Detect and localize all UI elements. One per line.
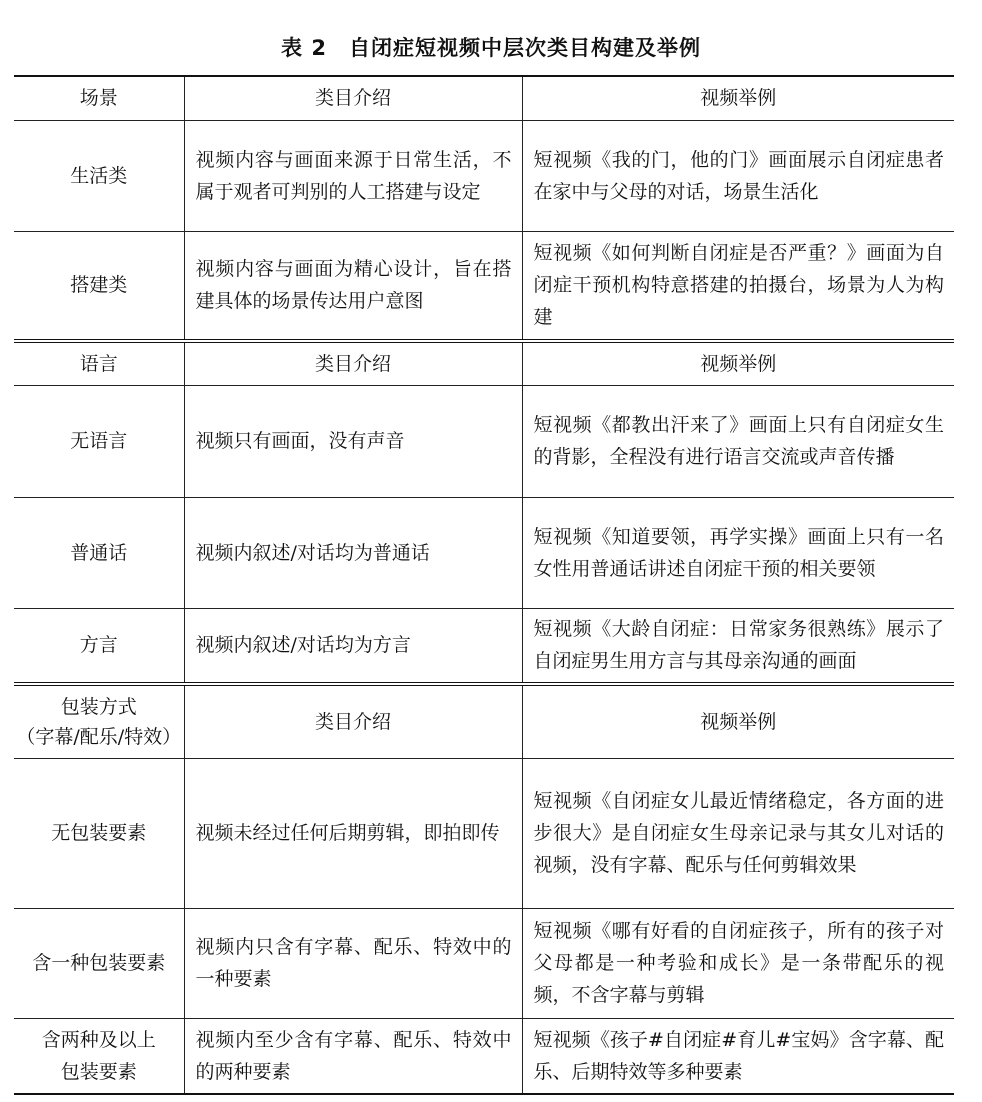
table-row xyxy=(14,758,954,908)
table-row xyxy=(14,608,954,684)
column-header-example: 视频举例 xyxy=(522,684,954,758)
category-cell: 含一种包装要素 xyxy=(14,908,184,1018)
column-header-intro: 类目介绍 xyxy=(184,341,522,385)
header-row xyxy=(14,341,954,385)
example-cell: 短视频《我的门，他的门》画面展示自闭症患者在家中与父母的对话，场景生活化 xyxy=(522,120,954,231)
header-row xyxy=(14,76,954,120)
table-caption xyxy=(0,32,982,62)
example-cell: 短视频《孩子#自闭症#育儿#宝妈》含字幕、配乐、后期特效等多种要素 xyxy=(522,1018,954,1094)
intro-cell: 视频内至少含有字幕、配乐、特效中的两种要素 xyxy=(184,1018,522,1094)
section-label-language: 语言 xyxy=(14,341,184,385)
column-header-example: 视频举例 xyxy=(522,76,954,120)
example-cell: 短视频《都教出汗来了》画面上只有自闭症女生的背影，全程没有进行语言交流或声音传播 xyxy=(522,385,954,497)
intro-cell: 视频只有画面，没有声音 xyxy=(184,385,522,497)
category-cell: 无包装要素 xyxy=(14,758,184,908)
table-row xyxy=(14,385,954,497)
example-cell: 短视频《哪有好看的自闭症孩子，所有的孩子对父母都是一种考验和成长》是一条带配乐的视频，不含字幕与剪辑 xyxy=(522,908,954,1018)
section-label-line: （字幕/配乐/特效） xyxy=(16,725,182,748)
intro-cell: 视频内叙述/对话均为方言 xyxy=(184,608,522,684)
table-number: 表 2 xyxy=(281,36,327,60)
intro-cell: 视频未经过任何后期剪辑，即拍即传 xyxy=(184,758,522,908)
category-cell: 无语言 xyxy=(14,385,184,497)
column-header-intro: 类目介绍 xyxy=(184,76,522,120)
section-label-scene: 场景 xyxy=(14,76,184,120)
example-cell: 短视频《知道要领，再学实操》画面上只有一名女性用普通话讲述自闭症干预的相关要领 xyxy=(522,497,954,608)
example-cell: 短视频《自闭症女儿最近情绪稳定，各方面的进步很大》是自闭症女生母亲记录与其女儿对话的视频，没有字幕、配乐与任何剪辑效果 xyxy=(522,758,954,908)
table-row xyxy=(14,120,954,231)
column-header-intro: 类目介绍 xyxy=(184,684,522,758)
category-line: 包装要素 xyxy=(60,1060,137,1083)
column-header-example: 视频举例 xyxy=(522,341,954,385)
category-line: 含两种及以上 xyxy=(41,1028,156,1051)
example-cell: 短视频《大龄自闭症：日常家务很熟练》展示了自闭症男生用方言与其母亲沟通的画面 xyxy=(522,608,954,684)
category-cell: 搭建类 xyxy=(14,231,184,341)
table-row xyxy=(14,497,954,608)
example-cell: 短视频《如何判断自闭症是否严重？》画面为自闭症干预机构特意搭建的拍摄台，场景为人为构建 xyxy=(522,231,954,341)
intro-cell: 视频内叙述/对话均为普通话 xyxy=(184,497,522,608)
table-row xyxy=(14,908,954,1018)
category-cell: 生活类 xyxy=(14,120,184,231)
category-cell: 普通话 xyxy=(14,497,184,608)
section-label-packaging xyxy=(14,684,184,758)
section-label-line: 包装方式 xyxy=(60,695,137,718)
table-row xyxy=(14,1018,954,1094)
intro-cell: 视频内容与画面来源于日常生活，不属于观者可判别的人工搭建与设定 xyxy=(184,120,522,231)
table-row xyxy=(14,231,954,341)
header-row xyxy=(14,684,954,758)
category-cell xyxy=(14,1018,184,1094)
category-table xyxy=(14,75,954,1095)
table-title: 自闭症短视频中层次类目构建及举例 xyxy=(348,36,701,60)
intro-cell: 视频内只含有字幕、配乐、特效中的一种要素 xyxy=(184,908,522,1018)
category-cell: 方言 xyxy=(14,608,184,684)
intro-cell: 视频内容与画面为精心设计，旨在搭建具体的场景传达用户意图 xyxy=(184,231,522,341)
